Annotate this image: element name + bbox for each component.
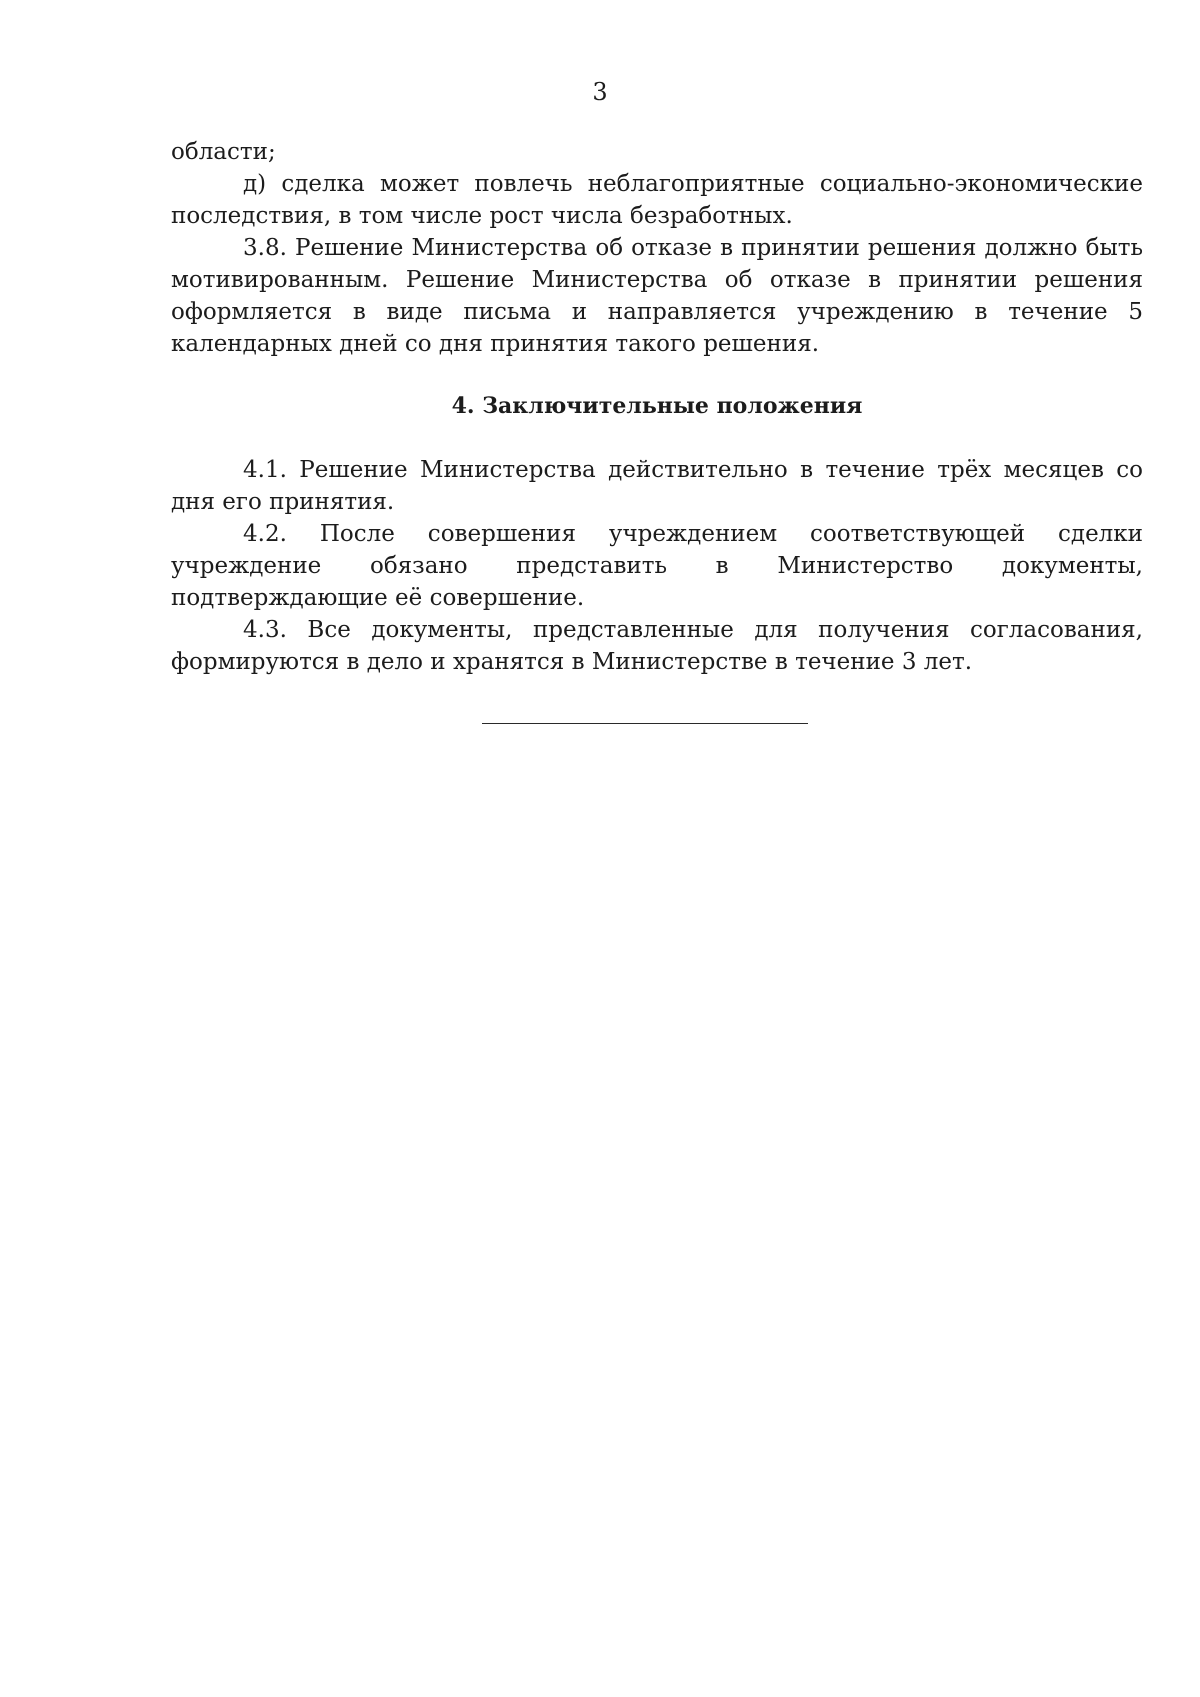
end-of-document-rule xyxy=(482,723,808,724)
paragraph-4-2: 4.2. После совершения учреждением соответствующей сделки учреждение обязано представить в Министерство документы, подтверждающие её совершение. xyxy=(171,521,1143,611)
paragraph-continuation: области; xyxy=(171,139,276,165)
paragraph-item-d: д) сделка может повлечь неблагоприятные социально-экономические последствия, в том числе рост числа безработных. xyxy=(171,171,1143,229)
paragraph-3-8: 3.8. Решение Министерства об отказе в принятии решения должно быть мотивированным. Решение Министерства об отказе в принятии решения оформляется в виде письма и направляется учреждению в течение 5 календарных дней со дня принятия такого решения. xyxy=(171,235,1143,357)
page-number: 3 xyxy=(592,78,608,106)
paragraph-4-1: 4.1. Решение Министерства действительно в течение трёх месяцев со дня его принятия. xyxy=(171,457,1143,515)
paragraph-4-3: 4.3. Все документы, представленные для получения согласования, формируются в дело и хранятся в Министерстве в течение 3 лет. xyxy=(171,617,1143,675)
section-title: 4. Заключительные положения xyxy=(451,393,863,419)
document-body xyxy=(171,136,1143,678)
